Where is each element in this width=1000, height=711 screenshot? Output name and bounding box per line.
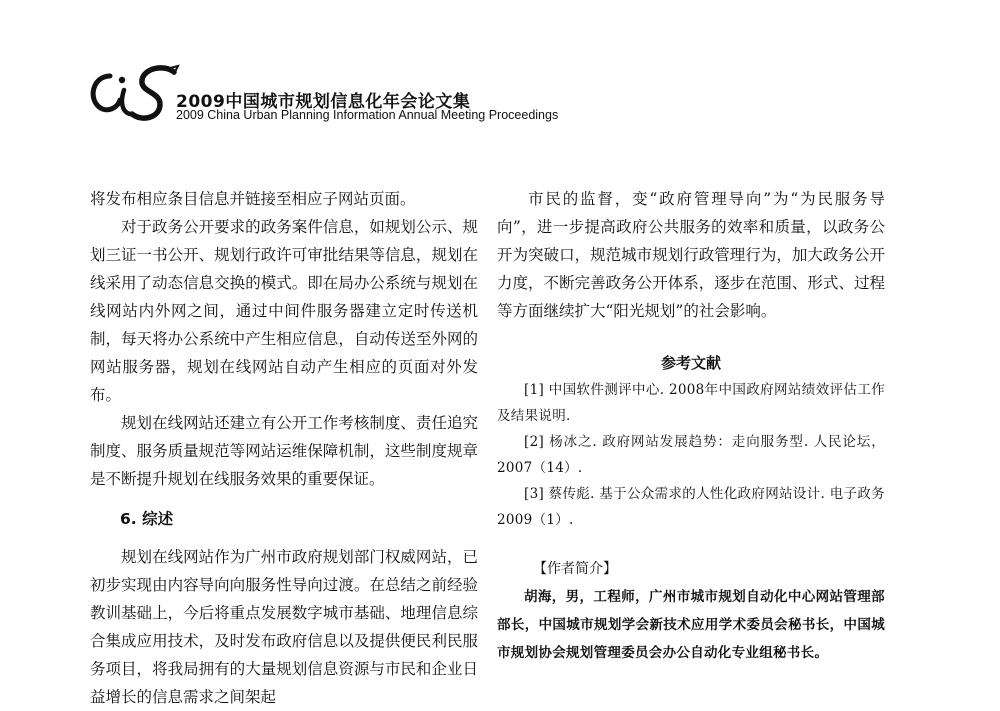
- paragraph: 规划在线网站还建立有公开工作考核制度、责任追究制度、服务质量规范等网站运维保障机制，这些制度规章是不断提升规划在线服务效果的重要保证。: [90, 414, 478, 488]
- author-bio: 胡海，男，工程师，广州市城市规划自动化中心网站管理部部长，中国城市规划学会新技术应用学术委员会秘书长，中国城市规划协会规划管理委员会办公自动化专业组秘书长。: [497, 589, 885, 661]
- right-column: [497, 185, 885, 667]
- paragraph: 对于政务公开要求的政务案件信息，如规划公示、规划三证一书公开、规划行政许可审批结果等信息，规划在线采用了动态信息交换的模式。即在局办公系统与规划在线网站内外网之间，通过中间件服务器建立定时传送机制，每天将办公系统中产生相应信息，自动传送至外网的网站服务器，规划在线网站自动产生相应的页面对外发布。: [90, 218, 478, 404]
- section-heading: 6. 综述: [120, 510, 174, 528]
- reference-item: [1] 中国软件测评中心. 2008年中国政府网站绩效评估工作及结果说明.: [497, 382, 885, 424]
- author-heading: 【作者简介】: [533, 561, 617, 577]
- paragraph: 市民的监督，变“政府管理导向”为“为民服务导向”，进一步提高政府公共服务的效率和质量，以政务公开为突破口，规范城市规划行政管理行为，加大政务公开力度，不断完善政务公开体系，逐步在范围、形式、过程等方面继续扩大“阳光规划”的社会影响。: [497, 190, 885, 320]
- proceedings-title-english: 2009 China Urban Planning Information Annual Meeting Proceedings: [176, 108, 559, 122]
- cis-logo: [84, 62, 180, 126]
- proceedings-title-chinese: 2009中国城市规划信息化年会论文集: [176, 92, 471, 112]
- paragraph: 规划在线网站作为广州市政府规划部门权威网站，已初步实现由内容导向向服务性导向过渡。在总结之前经验教训基础上，今后将重点发展数字城市基础、地理信息综合集成应用技术，及时发布政府信息以及提供便民利民服务项目，将我局拥有的大量规划信息资源与市民和企业日益增长的信息需求之间架起: [90, 548, 478, 706]
- reference-item: [2] 杨冰之. 政府网站发展趋势：走向服务型. 人民论坛，2007（14）.: [497, 434, 885, 476]
- paragraph: 将发布相应条目信息并链接至相应子网站页面。: [90, 190, 416, 208]
- left-column: [90, 185, 478, 711]
- reference-item: [3] 蔡传彪. 基于公众需求的人性化政府网站设计. 电子政务 2009（1）.: [497, 486, 885, 528]
- references-heading: 参考文献: [660, 354, 721, 372]
